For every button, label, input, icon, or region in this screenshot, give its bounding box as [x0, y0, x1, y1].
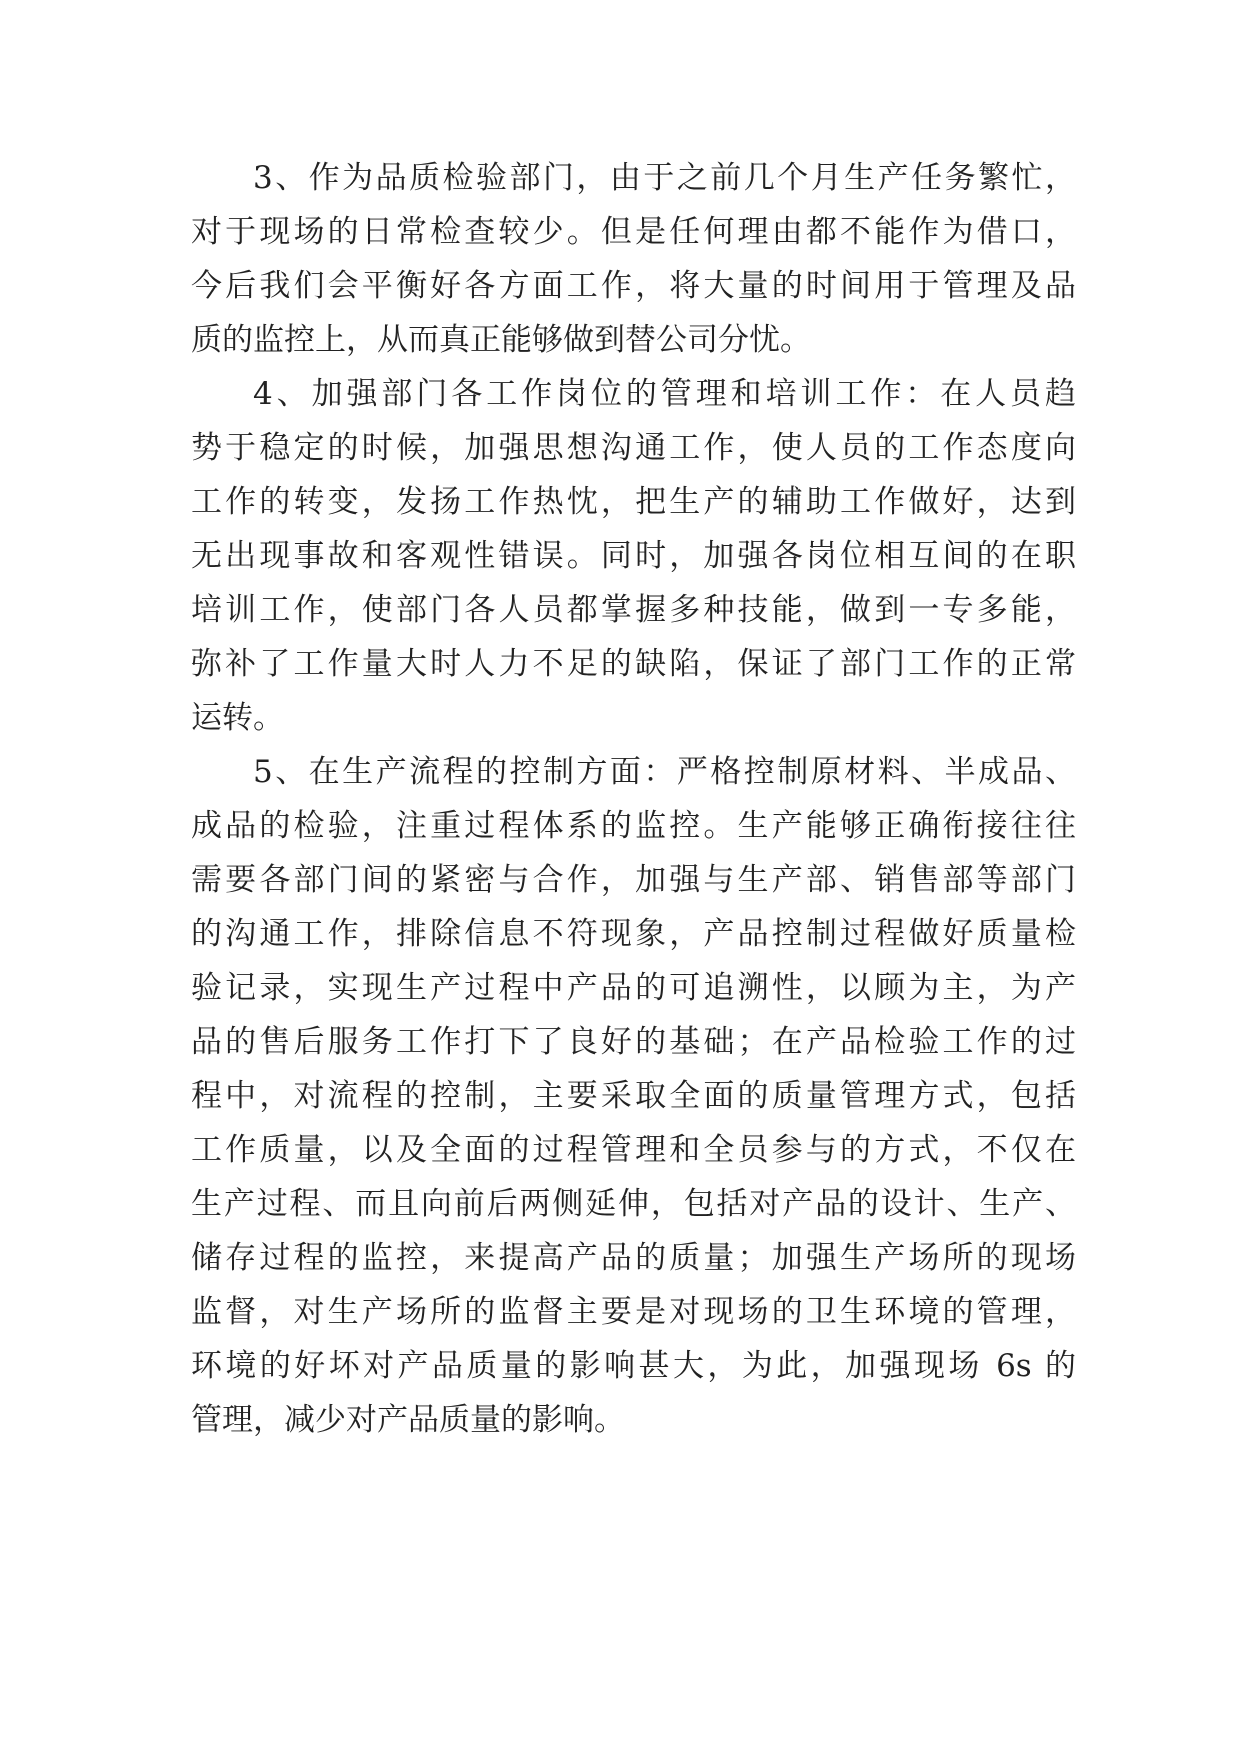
paragraph-5-line-2: 成品的检验，注重过程体系的监控。生产能够正确衔接往往: [191, 808, 1076, 844]
paragraph-5-line-6: 品的售后服务工作打下了良好的基础；在产品检验工作的过: [191, 1024, 1076, 1060]
paragraph-5-line-13: 管理，减少对产品质量的影响。: [191, 1402, 625, 1438]
paragraph-4-line-6: 弥补了工作量大时人力不足的缺陷，保证了部门工作的正常: [191, 646, 1076, 682]
paragraph-5-line-5: 验记录，实现生产过程中产品的可追溯性，以顾为主，为产: [191, 970, 1076, 1006]
paragraph-4-line-4: 无出现事故和客观性错误。同时，加强各岗位相互间的在职: [191, 538, 1076, 574]
paragraph-4-line-1: 4、加强部门各工作岗位的管理和培训工作：在人员趋: [253, 376, 1076, 412]
paragraph-5-line-10: 储存过程的监控，来提高产品的质量；加强生产场所的现场: [191, 1240, 1076, 1276]
paragraph-5-line-12: 环境的好坏对产品质量的影响甚大，为此，加强现场 6s 的: [191, 1348, 1076, 1384]
paragraph-5-line-3: 需要各部门间的紧密与合作，加强与生产部、销售部等部门: [191, 862, 1076, 898]
paragraph-4-line-2: 势于稳定的时候，加强思想沟通工作，使人员的工作态度向: [191, 430, 1076, 466]
paragraph-3-line-1: 3、作为品质检验部门，由于之前几个月生产任务繁忙，: [253, 160, 1076, 196]
paragraph-5-line-9: 生产过程、而且向前后两侧延伸，包括对产品的设计、生产、: [191, 1186, 1076, 1222]
paragraph-4-line-3: 工作的转变，发扬工作热忱，把生产的辅助工作做好，达到: [191, 484, 1076, 520]
paragraph-5-line-7: 程中，对流程的控制，主要采取全面的质量管理方式，包括: [191, 1078, 1076, 1114]
paragraph-3-line-3: 今后我们会平衡好各方面工作，将大量的时间用于管理及品: [191, 268, 1076, 304]
paragraph-4-line-5: 培训工作，使部门各人员都掌握多种技能，做到一专多能，: [191, 592, 1076, 628]
paragraph-4-line-7: 运转。: [191, 700, 284, 736]
paragraph-5-line-4: 的沟通工作，排除信息不符现象，产品控制过程做好质量检: [191, 916, 1076, 952]
paragraph-5-line-8: 工作质量，以及全面的过程管理和全员参与的方式，不仅在: [191, 1132, 1076, 1168]
paragraph-3-line-2: 对于现场的日常检查较少。但是任何理由都不能作为借口，: [191, 214, 1076, 250]
paragraph-5-line-1: 5、在生产流程的控制方面：严格控制原材料、半成品、: [253, 754, 1076, 790]
paragraph-5-line-11: 监督，对生产场所的监督主要是对现场的卫生环境的管理，: [191, 1294, 1076, 1330]
paragraph-3-line-4: 质的监控上，从而真正能够做到替公司分忧。: [191, 322, 811, 358]
